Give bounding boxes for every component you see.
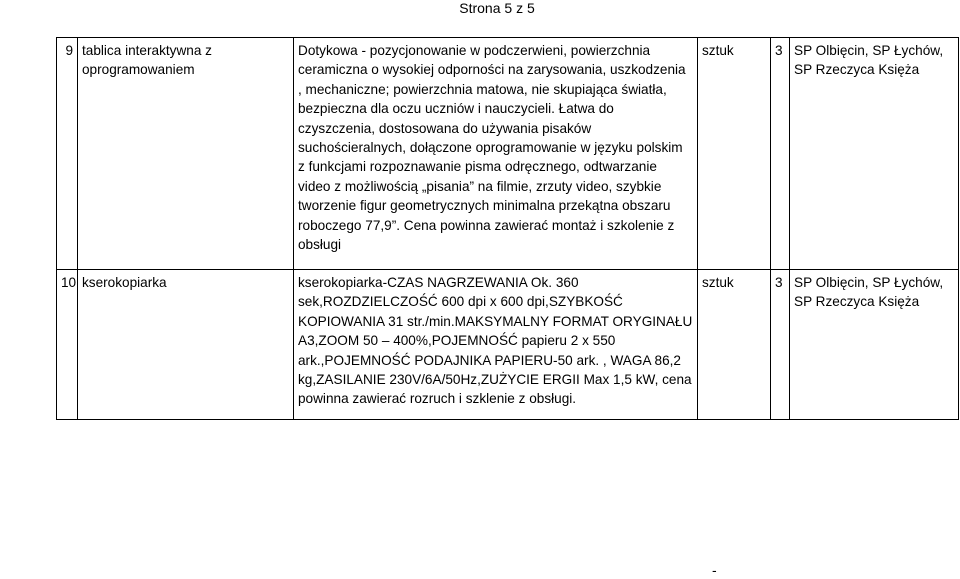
footer-mark: - <box>712 562 717 578</box>
table-row <box>57 270 959 420</box>
page-number-label: Strona 5 z 5 <box>459 0 535 16</box>
item-description: Dotykowa - pozycjonowanie w podczerwieni, powierzchnia ceramiczna o wysokiej odporności na zarysowania, uszkodzenia , mechaniczne; powierzchnia matowa, nie skupiająca światła, bezpieczna dla oczu uczniów i nauczycieli. Łatwa do czyszczenia, dostosowana do używania pisaków suchościeralnych, dołączone oprogramowanie w języku polskim z funkcjami rozpoznawanie pisma odręcznego, odtwarzanie video z możliwością „pisania” na filmie, zrzuty video, szybkie tworzenie figur geometrycznych minimalna przekątna obszaru roboczego 77,9”. Cena powinna zawierać montaż i szkolenie z obsługi <box>294 38 698 270</box>
item-name: kserokopiarka <box>78 270 294 420</box>
item-location: SP Olbięcin, SP Łychów, SP Rzeczyca Księża <box>790 38 959 270</box>
row-number: 10 <box>57 270 78 420</box>
row-number: 9 <box>57 38 78 270</box>
item-quantity: 3 <box>771 270 790 420</box>
item-quantity: 3 <box>771 38 790 270</box>
item-name: tablica interaktywna z oprogramowaniem <box>78 38 294 270</box>
items-table <box>56 37 959 420</box>
page-number-header <box>0 0 960 24</box>
item-description: kserokopiarka-CZAS NAGRZEWANIA Ok. 360 sek,ROZDZIELCZOŚĆ 600 dpi x 600 dpi,SZYBKOŚĆ KOPIOWANIA 31 str./min.MAKSYMALNY FORMAT ORYGINAŁU A3,ZOOM 50 – 400%,POJEMNOŚĆ papieru 2 x 550 ark.,POJEMNOŚĆ PODAJNIKA PAPIERU-50 ark. , WAGA 86,2 kg,ZASILANIE 230V/6A/50Hz,ZUŻYCIE ERGII Max 1,5 kW, cena powinna zawierać rozruch i szklenie z obsługi. <box>294 270 698 420</box>
item-unit: sztuk <box>698 38 771 270</box>
table-row <box>57 38 959 270</box>
item-location: SP Olbięcin, SP Łychów, SP Rzeczyca Księża <box>790 270 959 420</box>
item-unit: sztuk <box>698 270 771 420</box>
